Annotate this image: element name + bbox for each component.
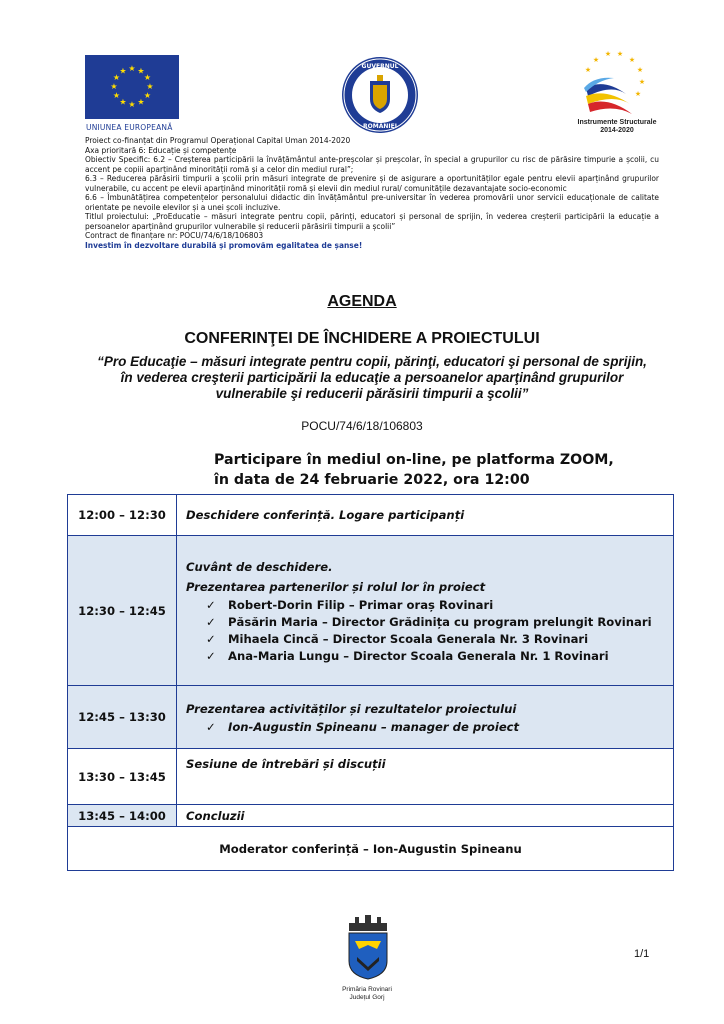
rovinari-crest-logo (345, 913, 391, 981)
crest-label-line1: Primăria Rovinari (342, 986, 392, 993)
is-label-line1: Instrumente Structurale (577, 119, 657, 126)
svg-text:★: ★ (634, 90, 642, 98)
speaker-item (186, 614, 673, 631)
participation-date: în data de 24 februarie 2022, ora 12:00 (214, 472, 530, 488)
agenda-description (177, 536, 674, 686)
header-line-project-title: Titlul proiectului: „ProEducatie – măsuri integrate pentru copii, părinți, educatori și personal de sprijin, în vederea creșterii participării la educație a persoanelor aparținând grupurilor vulnerabile și reducerii părăsirii timpurii a școlii” (85, 211, 659, 231)
agenda-time: 13:45 – 14:00 (68, 805, 177, 827)
agenda-item-subtitle: Prezentarea partenerilor și rolul lor în proiect (186, 579, 486, 594)
header-line-contract: Contract de finanțare nr: POCU/74/6/18/106803 (85, 230, 264, 240)
speaker-item (186, 719, 673, 736)
structural-instruments-label (562, 119, 672, 135)
crest-label (312, 986, 422, 1002)
eu-label: UNIUNEA EUROPEANĂ (86, 123, 173, 132)
svg-text:★: ★ (636, 66, 644, 74)
svg-text:★: ★ (119, 97, 127, 107)
structural-instruments-logo (574, 48, 654, 120)
speaker-item (186, 631, 673, 648)
government-seal-logo (340, 55, 420, 135)
svg-text:★: ★ (128, 64, 136, 73)
agenda-description: Concluzii (177, 805, 674, 827)
agenda-row (68, 749, 674, 805)
project-header (85, 136, 659, 250)
check-icon: ✓ (206, 597, 216, 612)
project-title: “Pro Educaţie – măsuri integrate pentru copii, părinţi, educatori şi personal de sprijin, în vederea creşterii participării la educaţie a persoanelor aparţinând grupurilor vulnerabile şi reducerii părăsirii timpurii a şcolii” (97, 354, 647, 401)
svg-text:★: ★ (146, 82, 154, 91)
agenda-time: 12:45 – 13:30 (68, 686, 177, 749)
header-line-objective-6-6: 6.6 – Îmbunătățirea competențelor personalului didactic din învățământul pre-universitar în vederea promovării unor servicii educaționale de calitate orientate pe nevoile elevilor și a unei școli incluzive. (85, 192, 659, 212)
speaker-text: Mihaela Cincă – Director Scoala Generala Nr. 3 Rovinari (228, 631, 589, 646)
svg-text:★: ★ (143, 91, 152, 100)
agenda-time: 13:30 – 13:45 (68, 749, 177, 805)
speaker-text: Ion-Augustin Spineanu – manager de proiect (228, 719, 520, 734)
svg-text:★: ★ (604, 50, 612, 58)
speaker-item (186, 648, 673, 665)
svg-text:★: ★ (638, 78, 646, 86)
agenda-description (177, 686, 674, 749)
is-label-line2: 2014-2020 (600, 127, 634, 134)
check-icon: ✓ (206, 719, 216, 734)
agenda-time: 12:00 – 12:30 (68, 495, 177, 536)
check-icon: ✓ (206, 631, 216, 646)
svg-text:★: ★ (112, 73, 121, 82)
svg-text:★: ★ (119, 66, 127, 76)
svg-text:★: ★ (584, 66, 592, 74)
svg-text:★: ★ (616, 50, 624, 58)
project-code: POCU/74/6/18/106803 (301, 419, 423, 433)
eu-flag-logo (85, 55, 179, 119)
speaker-text: Robert-Dorin Filip – Primar oraș Rovinari (228, 597, 494, 612)
agenda-heading: AGENDA (327, 293, 397, 310)
check-icon: ✓ (206, 648, 216, 663)
agenda-table (67, 494, 674, 871)
agenda-row (68, 495, 674, 536)
agenda-row (68, 686, 674, 749)
agenda-row (68, 827, 674, 871)
check-icon: ✓ (206, 614, 216, 629)
agenda-description: Deschidere conferință. Logare participanți (177, 495, 674, 536)
participation-info (214, 450, 614, 490)
agenda-time: 12:30 – 12:45 (68, 536, 177, 686)
header-line-funding: Proiect co-finanțat din Programul Operațional Capital Uman 2014-2020 (85, 135, 351, 145)
speaker-item (186, 597, 673, 614)
svg-text:GUVERNUL: GUVERNUL (361, 63, 399, 70)
speaker-text: Păsărin Maria – Director Grădinița cu program prelungit Rovinari (228, 614, 652, 629)
crest-label-line2: Județul Gorj (349, 994, 385, 1001)
svg-text:★: ★ (143, 73, 152, 82)
svg-text:★: ★ (137, 66, 145, 76)
header-line-objective-6-3: 6.3 – Reducerea părăsirii timpurii a școlii prin măsuri integrate de prevenire și de asigurare a oportunităților egale pentru elevii aparținând grupurilor vulnerabile, cu accent pe elevii aparținând minorității romă și elevii din mediul rural/ comunitățile dezavantajate socio-economic (85, 173, 659, 193)
svg-text:ROMÂNIEI: ROMÂNIEI (363, 123, 397, 130)
header-line-objective-6-2: Obiectiv Specific: 6.2 – Creșterea participării la învățământul ante-preșcolar și preșcolar, în special a grupurilor cu risc de părăsire timpurie a școlii, cu accent pe copiii aparținând minorității romă și a celor din mediul rural”; (85, 154, 659, 174)
svg-text:★: ★ (592, 56, 600, 64)
header-line-axis: Axa prioritară 6: Educație și competențe (85, 144, 237, 155)
svg-text:★: ★ (112, 91, 121, 100)
speaker-text: Ana-Maria Lungu – Director Scoala Generala Nr. 1 Rovinari (228, 648, 609, 663)
header-slogan: Investim în dezvoltare durabilă și promovăm egalitatea de șanse! (85, 239, 363, 250)
svg-text:★: ★ (110, 82, 118, 91)
svg-text:★: ★ (628, 56, 636, 64)
svg-text:★: ★ (128, 100, 136, 109)
conference-title: CONFERINŢEI DE ÎNCHIDERE A PROIECTULUI (184, 330, 540, 347)
agenda-item-title: Cuvânt de deschidere. (186, 559, 333, 574)
agenda-description: Sesiune de întrebări și discuții (177, 749, 674, 805)
agenda-row (68, 536, 674, 686)
page-number: 1/1 (634, 948, 650, 960)
agenda-row (68, 805, 674, 827)
svg-text:★: ★ (137, 97, 145, 107)
moderator: Moderator conferință – Ion-Augustin Spineanu (68, 827, 674, 871)
participation-platform: Participare în mediul on-line, pe platforma ZOOM, (214, 452, 614, 468)
agenda-item-title: Prezentarea activităților și rezultatelor proiectului (186, 701, 517, 716)
